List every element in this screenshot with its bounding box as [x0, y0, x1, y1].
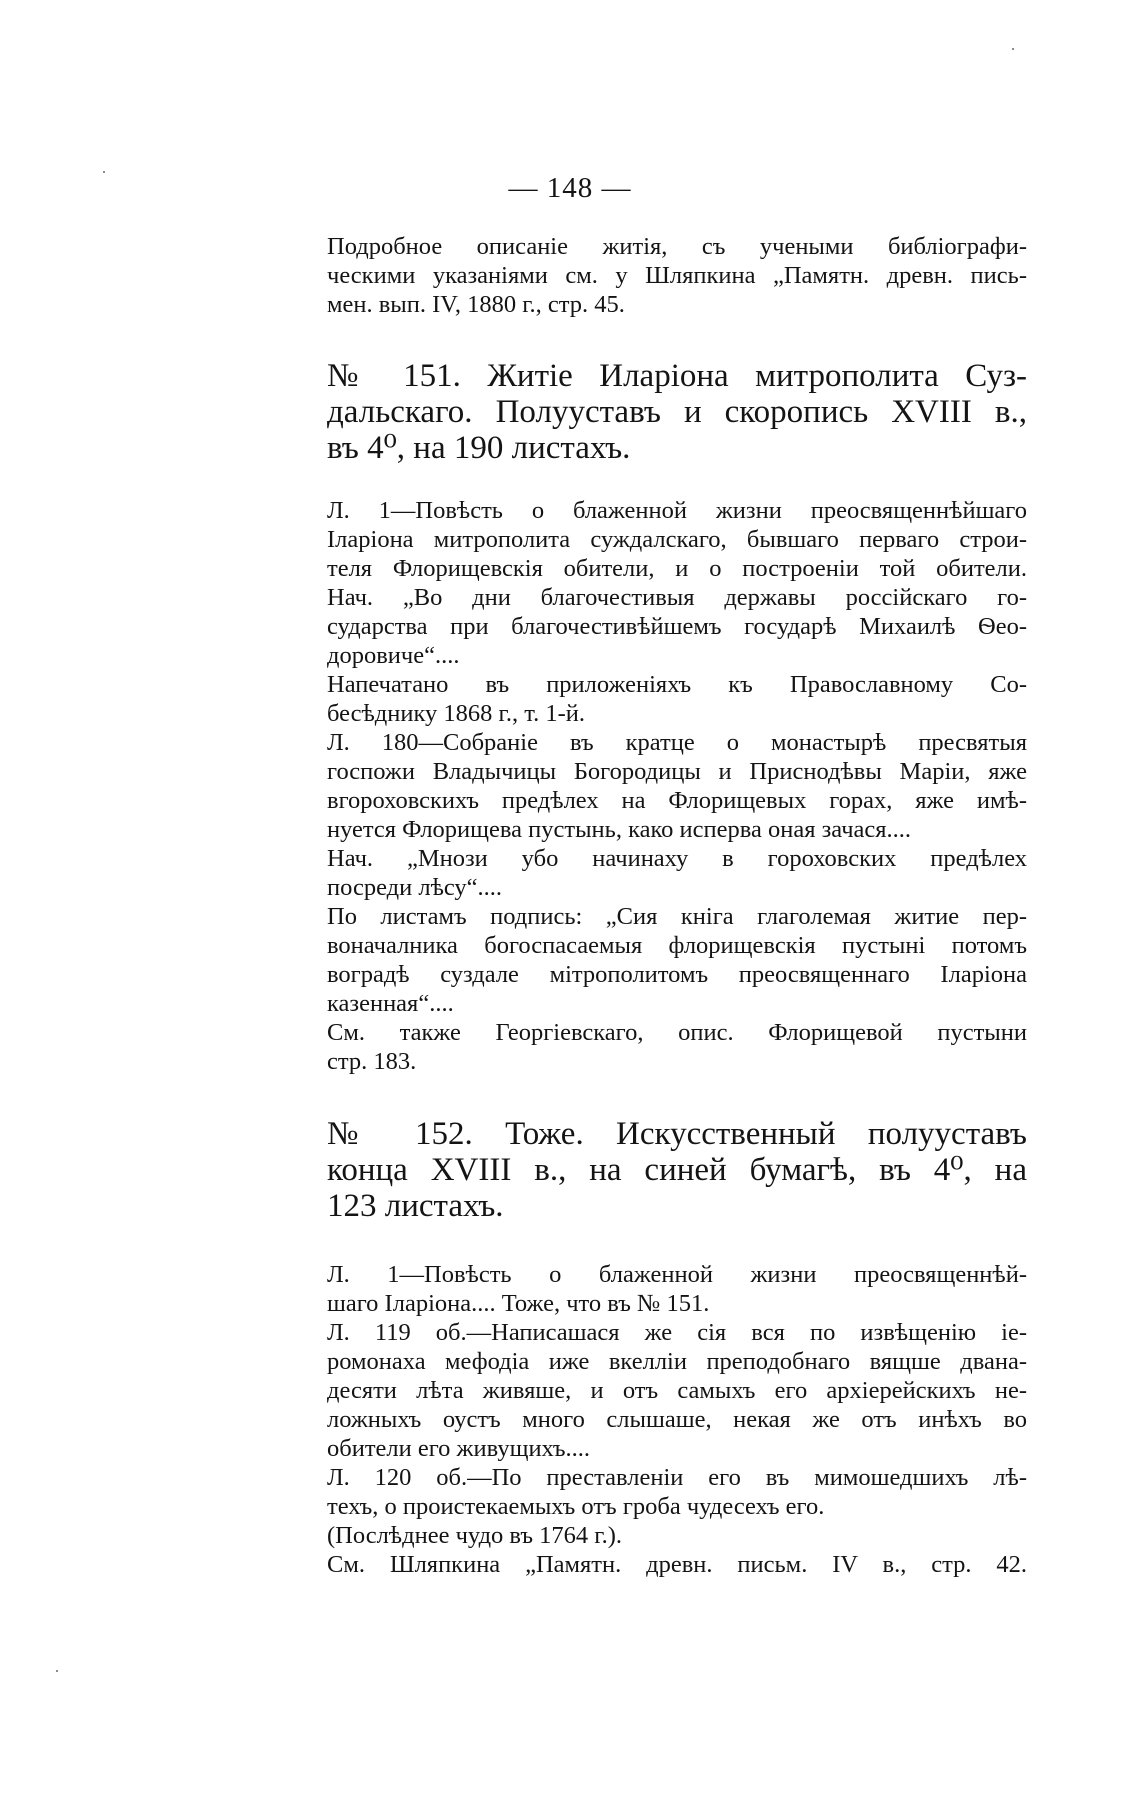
entry-151-heading-line: въ 4⁰, на 190 листахъ. — [327, 430, 631, 466]
scan-speck — [103, 171, 105, 173]
entry-152-body-line: Л. 119 об.—Написашася же сія вся по извѣщенію іе- — [327, 1319, 1027, 1346]
entry-152-body-line: (Послѣднее чудо въ 1764 г.). — [327, 1522, 623, 1549]
entry-152-heading-line: конца XVIII в., на синей бумагѣ, въ 4⁰, на — [327, 1152, 1027, 1188]
entry-151-body-line: воградѣ суздале мітрополитомъ преосвященнаго Іларіона — [327, 961, 1027, 988]
entry-152-heading-line: № 152. Тоже. Искусственный полууставъ — [327, 1116, 1027, 1152]
entry-151-heading-line: № 151. Житіе Иларіона митрополита Суз- — [327, 358, 1027, 394]
entry-152-heading-line: 123 листахъ. — [327, 1188, 504, 1224]
entry-151-body-line: По листамъ подпись: „Сия кніга глаголемая житие пер- — [327, 903, 1027, 930]
entry-151-body-line: Нач. „Во дни благочестивыя державы россійскаго го- — [327, 584, 1027, 611]
entry-152-body-line: ложныхъ оустъ много слышаше, некая же отъ инѣхъ во — [327, 1406, 1027, 1433]
entry-152-body-line: Л. 120 об.—По преставленіи его въ мимошедшихъ лѣ- — [327, 1464, 1027, 1491]
entry-151-body-line: теля Флорищевскія обители, и о построеніи той обители. — [327, 555, 1027, 582]
entry-151-body-line: Напечатано въ приложеніяхъ къ Православному Со- — [327, 671, 1027, 698]
page-number: — 148 — — [508, 172, 632, 204]
entry-152-body-line: техъ, о проистекаемыхъ отъ гроба чудесехъ его. — [327, 1493, 825, 1520]
intro-line: ческими указаніями см. у Шляпкина „Памятн. древн. пись- — [327, 262, 1027, 289]
entry-151-body-line: Нач. „Мнози убо начинаху в гороховских предѣлех — [327, 845, 1027, 872]
entry-151-body-line: казенная“.... — [327, 990, 454, 1017]
scan-speck — [1012, 48, 1014, 50]
entry-152-body-line: десяти лѣта живяше, и отъ самыхъ его архіерейскихъ не- — [327, 1377, 1027, 1404]
entry-151-body-line: Іларіона митрополита суждалскаго, бывшаго перваго строи- — [327, 526, 1027, 553]
entry-151-body-line: воначалника богоспасаемыя флорищевскія пустыні потомъ — [327, 932, 1027, 959]
entry-151-body-line: Л. 1—Повѣсть о блаженной жизни преосвященнѣйшаго — [327, 497, 1027, 524]
entry-151-body-line: стр. 183. — [327, 1048, 417, 1075]
intro-line: Подробное описаніе житія, съ учеными библіографи- — [327, 233, 1027, 260]
entry-151-body-line: См. также Георгіевскаго, опис. Флорищевой пустыни — [327, 1019, 1027, 1046]
entry-151-body-line: Л. 180—Собраніе въ кратце о монастырѣ пресвятыя — [327, 729, 1027, 756]
entry-152-body-line: См. Шляпкина „Памятн. древн. письм. IV в., стр. 42. — [327, 1551, 1027, 1578]
entry-152-body-line: шаго Іларіона.... Тоже, что въ № 151. — [327, 1290, 710, 1317]
entry-151-body-line: бесѣднику 1868 г., т. 1-й. — [327, 700, 585, 727]
entry-151-body-line: госпожи Владычицы Богородицы и Приснодѣвы Маріи, яже — [327, 758, 1027, 785]
entry-151-body-line: доровиче“.... — [327, 642, 460, 669]
entry-152-body-line: Л. 1—Повѣсть о блаженной жизни преосвященнѣй- — [327, 1261, 1027, 1288]
entry-151-body-line: посреди лѣсу“.... — [327, 874, 503, 901]
entry-151-body-line: нуется Флорищева пустынь, како исперва оная зачася.... — [327, 816, 912, 843]
entry-152-body-line: ромонаха мефодіа иже вкелліи преподобнаго вящше двана- — [327, 1348, 1027, 1375]
intro-line: мен. вып. IV, 1880 г., стр. 45. — [327, 291, 625, 318]
scan-speck — [56, 1670, 58, 1672]
entry-151-heading-line: дальскаго. Полууставъ и скоропись XVIII в., — [327, 394, 1027, 430]
entry-151-body-line: вгороховскихъ предѣлех на Флорищевых горах, яже имѣ- — [327, 787, 1027, 814]
entry-151-body-line: сударства при благочестивѣйшемъ государѣ Михаилѣ Ѳео- — [327, 613, 1027, 640]
entry-152-body-line: обители его живущихъ.... — [327, 1435, 591, 1462]
